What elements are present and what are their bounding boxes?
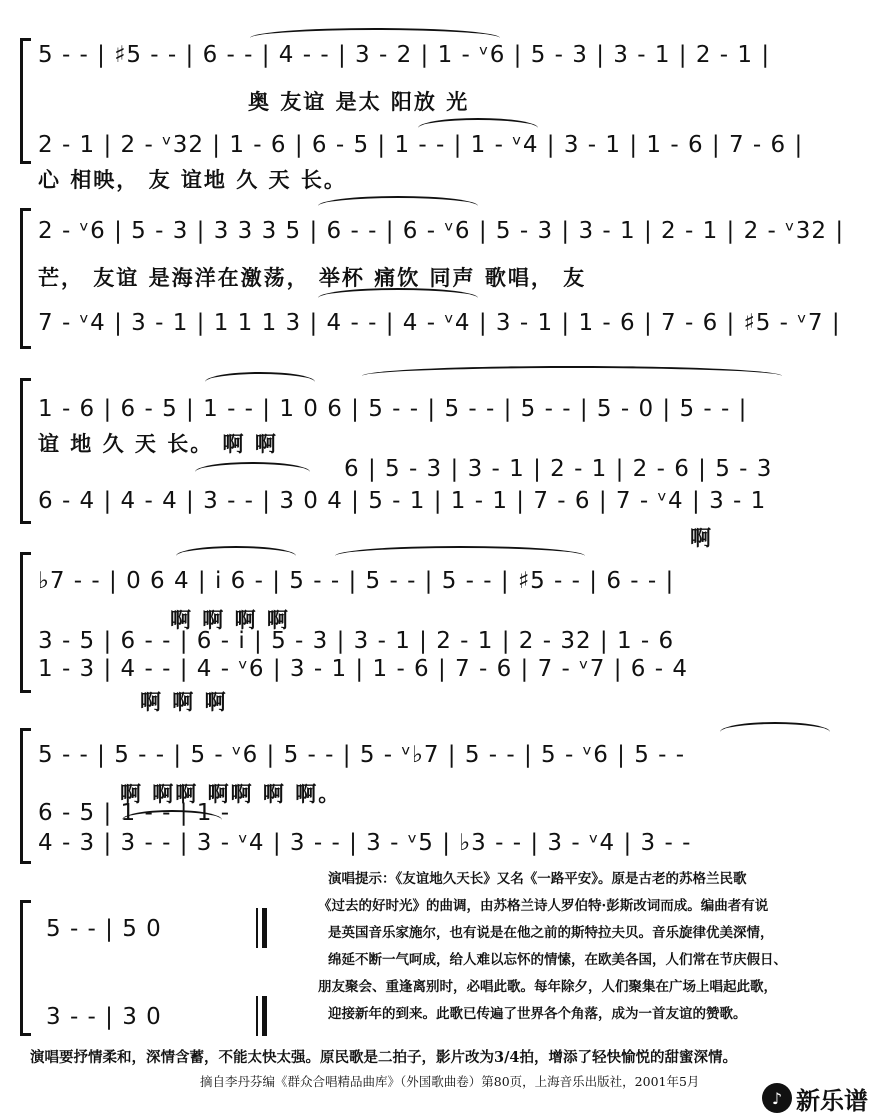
lyric-row: 谊 地 久 天 长。 啊 啊 xyxy=(38,431,278,456)
lyric-row: 啊 xyxy=(690,525,713,550)
system-brace xyxy=(20,900,31,1036)
slur xyxy=(195,462,310,482)
slur xyxy=(418,118,538,138)
slur xyxy=(176,546,296,566)
music-disc-icon: ♪ xyxy=(762,1083,792,1113)
score-row-middle: 6 - 5 | 1 - - | 1 - xyxy=(38,800,231,826)
lyric-row: 啊 啊 啊 啊 xyxy=(170,607,290,632)
lyric-row: 啊 啊啊 啊啊 啊 啊。 xyxy=(120,781,342,806)
final-barline-thick xyxy=(262,908,267,948)
performance-instruction: 演唱要抒情柔和，深情含蓄，不能太快太强。原民歌是二拍子，影片改为3/4拍，增添了轻快愉悦的甜蜜深情。 xyxy=(30,1049,737,1066)
note-line: 是英国音乐家施尔，也有说是在他之前的斯特拉夫贝。音乐旋律优美深情， xyxy=(328,925,774,941)
note-line: 演唱提示：《友谊地久天长》又名《一路平安》。原是古老的苏格兰民歌 xyxy=(328,871,747,887)
score-row-lower: 6 - 4 | 4 - 4 | 3 - - | 3 0 4 | 5 - 1 | 1 - 1 | 7 - 6 | 7 - ᵛ4 | 3 - 1 xyxy=(38,488,767,514)
note-line: 《过去的好时光》的曲调，由苏格兰诗人罗伯特·彭斯改词而成。编曲者有说 xyxy=(318,898,769,914)
slur xyxy=(250,28,500,48)
lyric-row: 奥 友谊 是太 阳放 光 xyxy=(248,89,470,114)
slur xyxy=(318,288,478,308)
system-brace xyxy=(20,208,31,349)
lyric-row: 啊 啊 啊 xyxy=(140,689,228,714)
score-row-middle: 3 - 5 | 6 - - | 6 - i | 5 - 3 | 3 - 1 | 2 - 1 | 2 - 32 | 1 - 6 xyxy=(38,628,675,654)
note-line: 绵延不断一气呵成，给人难以忘怀的情愫，在欧美各国，人们常在节庆假日、 xyxy=(328,952,787,968)
score-row-lower: 4 - 3 | 3 - - | 3 - ᵛ4 | 3 - - | 3 - ᵛ5 | ♭3 - - | 3 - ᵛ4 | 3 - - xyxy=(38,830,692,856)
system-brace xyxy=(20,378,31,524)
slur xyxy=(335,546,585,566)
source-citation: 摘自李丹芬编《群众合唱精品曲库》（外国歌曲卷）第80页，上海音乐出版社，2001年5月 xyxy=(200,1074,700,1089)
final-barline xyxy=(256,908,258,948)
final-row-lower: 3 - - | 3 0 xyxy=(46,1004,162,1030)
score-row-lower: 1 - 3 | 4 - - | 4 - ᵛ6 | 3 - 1 | 1 - 6 | 7 - 6 | 7 - ᵛ7 | 6 - 4 xyxy=(38,656,688,682)
slur xyxy=(362,366,782,386)
score-row-middle: 6 | 5 - 3 | 3 - 1 | 2 - 1 | 2 - 6 | 5 - 3 xyxy=(344,456,773,482)
score-row-upper: 5 - - | 5 - - | 5 - ᵛ6 | 5 - - | 5 - ᵛ♭7 | 5 - - | 5 - ᵛ6 | 5 - - xyxy=(38,742,686,768)
logo-text: 新乐谱 xyxy=(796,1086,868,1115)
slur xyxy=(318,196,478,216)
slur xyxy=(122,810,222,830)
score-row-lower: 2 - 1 | 2 - ᵛ32 | 1 - 6 | 6 - 5 | 1 - - | 1 - ᵛ4 | 3 - 1 | 1 - 6 | 7 - 6 | xyxy=(38,132,804,158)
final-barline xyxy=(256,996,258,1036)
score-row-upper: ♭7 - - | 0 6 4 | i 6 - | 5 - - | 5 - - | 5 - - | ♯5 - - | 6 - - | xyxy=(38,568,675,594)
system-brace xyxy=(20,38,31,164)
performance-notes xyxy=(318,866,848,1028)
score-row-upper: 2 - ᵛ6 | 5 - 3 | 3 3 3 5 | 6 - - | 6 - ᵛ6 | 5 - 3 | 3 - 1 | 2 - 1 | 2 - ᵛ32 | xyxy=(38,218,845,244)
site-logo xyxy=(762,1080,882,1116)
note-line: 迎接新年的到来。此歌已传遍了世界各个角落，成为一首友谊的赞歌。 xyxy=(328,1006,747,1022)
final-barline-thick xyxy=(262,996,267,1036)
lyric-row: 心 相映， 友 谊地 久 天 长。 xyxy=(38,167,347,192)
slur xyxy=(205,372,315,392)
slur xyxy=(720,722,830,742)
final-row-upper: 5 - - | 5 0 xyxy=(46,916,162,942)
score-row-upper: 5 - - | ♯5 - - | 6 - - | 4 - - | 3 - 2 | 1 - ᵛ6 | 5 - 3 | 3 - 1 | 2 - 1 | xyxy=(38,42,771,68)
lyric-row: 芒， 友谊 是海洋在激荡， 举杯 痛饮 同声 歌唱， 友 xyxy=(38,265,587,290)
system-brace xyxy=(20,728,31,864)
note-line: 朋友聚会、重逢离别时，必唱此歌。每年除夕，人们聚集在广场上唱起此歌， xyxy=(318,979,777,995)
score-row-upper: 1 - 6 | 6 - 5 | 1 - - | 1 0 6 | 5 - - | 5 - - | 5 - - | 5 - 0 | 5 - - | xyxy=(38,396,748,422)
system-brace xyxy=(20,552,31,693)
score-row-lower: 7 - ᵛ4 | 3 - 1 | 1 1 1 3 | 4 - - | 4 - ᵛ4 | 3 - 1 | 1 - 6 | 7 - 6 | ♯5 - ᵛ7 | xyxy=(38,310,841,336)
